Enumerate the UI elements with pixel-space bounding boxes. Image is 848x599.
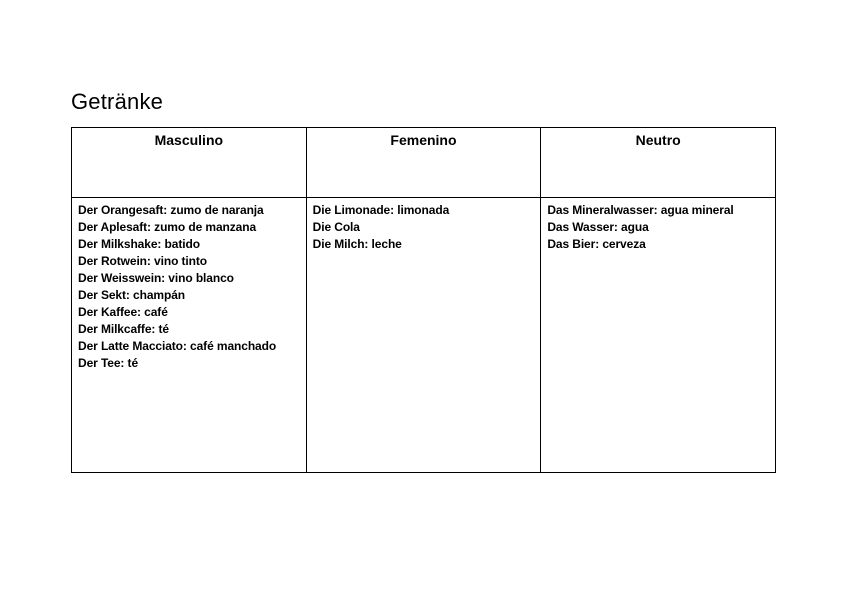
list-item: Das Bier: cerveza — [547, 237, 646, 251]
femenino-word-list — [313, 202, 536, 253]
column-header-masculino: Masculino — [72, 128, 307, 198]
femenino-cell — [306, 198, 541, 473]
header-row — [72, 128, 776, 198]
list-item: Das Wasser: agua — [547, 220, 649, 234]
list-item: Der Milkcaffe: té — [78, 322, 169, 336]
column-header-femenino: Femenino — [306, 128, 541, 198]
list-item: Der Weisswein: vino blanco — [78, 271, 234, 285]
content-row — [72, 198, 776, 473]
list-item: Der Tee: té — [78, 356, 139, 370]
list-item: Der Kaffee: café — [78, 305, 168, 319]
list-item: Der Milkshake: batido — [78, 237, 200, 251]
document-title: Getränke — [71, 89, 164, 114]
masculino-cell — [72, 198, 307, 473]
list-item: Die Milch: leche — [312, 237, 402, 251]
list-item: Der Rotwein: vino tinto — [78, 254, 208, 268]
neutro-cell — [541, 198, 776, 473]
list-item: Der Aplesaft: zumo de manzana — [78, 220, 257, 234]
neutro-word-list — [547, 202, 770, 253]
list-item: Der Latte Macciato: café manchado — [78, 339, 277, 353]
column-header-neutro: Neutro — [541, 128, 776, 198]
vocabulary-table — [71, 127, 776, 473]
list-item: Die Cola — [312, 220, 360, 234]
masculino-word-list — [78, 202, 301, 372]
list-item: Die Limonade: limonada — [312, 203, 450, 217]
list-item: Das Mineralwasser: agua mineral — [547, 203, 734, 217]
list-item: Der Orangesaft: zumo de naranja — [78, 203, 264, 217]
list-item: Der Sekt: champán — [78, 288, 186, 302]
